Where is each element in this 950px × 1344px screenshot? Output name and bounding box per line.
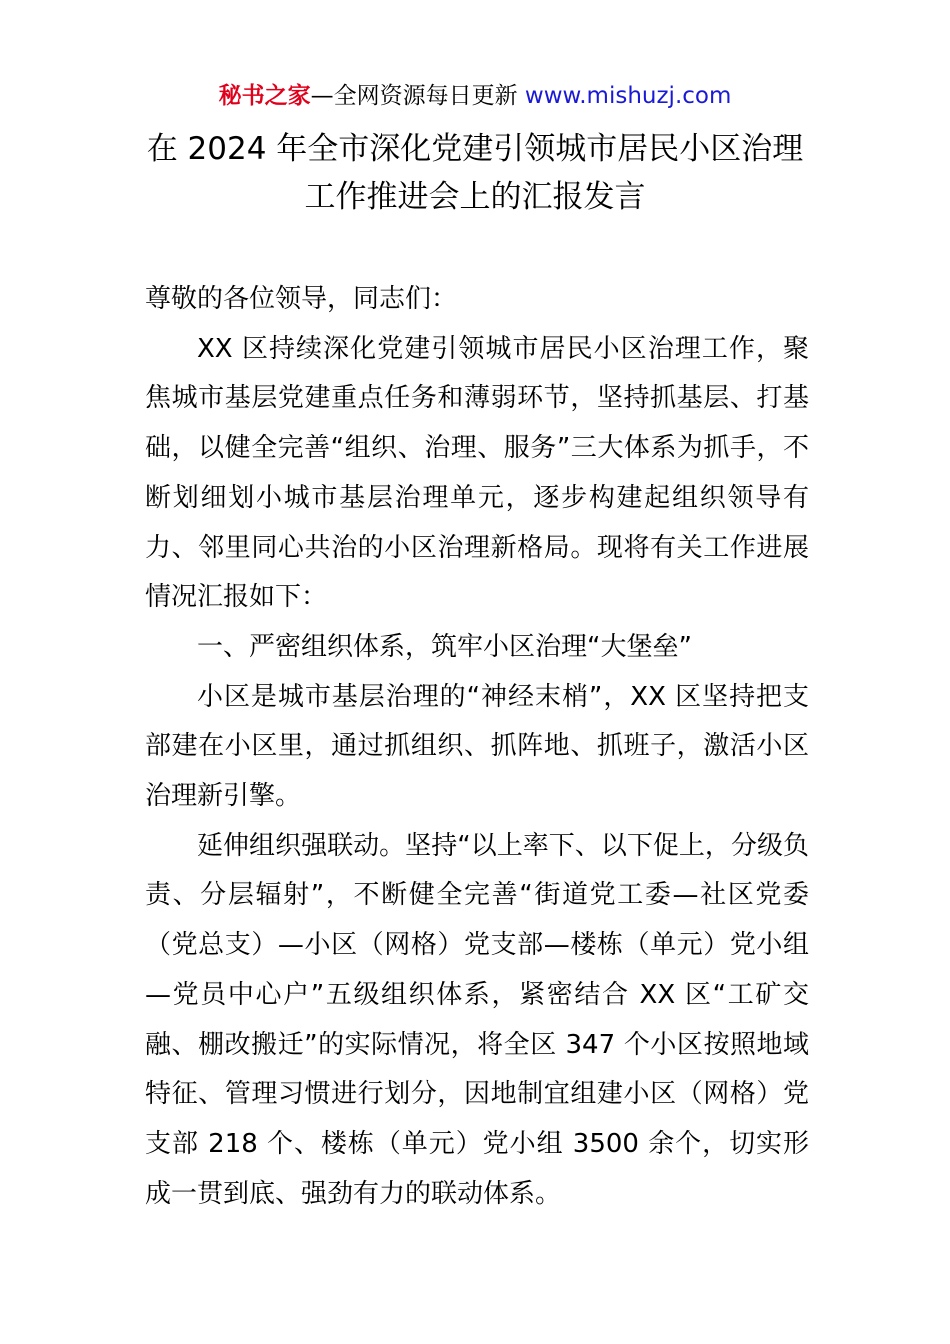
- section-heading-1: 一、严密组织体系，筑牢小区治理“大堡垒”: [197, 631, 692, 662]
- document-title: [0, 125, 950, 221]
- site-header: [0, 80, 950, 112]
- paragraph-intro: XX 区持续深化党建引领城市居民小区治理工作，聚焦城市基层党建重点任务和薄弱环节，坚持抓基层、打基础，以健全完善“组织、治理、服务”三大体系为抓手，不断划细划小城市基层治理单元，逐步构建起组织领导有力、邻里同心共治的小区治理新格局。现将有关工作进展情况汇报如下：: [145, 333, 809, 613]
- greeting: 尊敬的各位领导，同志们：: [145, 284, 458, 314]
- site-tagline: —全网资源每日更新: [310, 83, 525, 109]
- title-line-1: 在 2024 年全市深化党建引领城市居民小区治理: [146, 131, 804, 167]
- site-url-link[interactable]: www.mishuzj.com: [524, 83, 732, 109]
- site-brand: 秘书之家: [218, 83, 311, 109]
- document-body: [145, 275, 809, 1219]
- paragraph-organization: 延伸组织强联动。坚持“以上率下、以下促上，分级负责、分层辐射”，不断健全完善“街道党工委—社区党委（党总支）—小区（网格）党支部—楼栋（单元）党小组—党员中心户”五级组织体系，紧密结合 XX 区“工矿交融、棚改搬迁”的实际情况，将全区 347 个小区按照地域特征、管理习惯进行划分，因地制宜组建小区（网格）党支部 218 个、楼栋（单元）党小组 3500 余个，切实形成一贯到底、强劲有力的联动体系。: [145, 830, 809, 1209]
- title-line-2: 工作推进会上的汇报发言: [304, 179, 646, 215]
- paragraph-section-1: 小区是城市基层治理的“神经末梢”，XX 区坚持把支部建在小区里，通过抓组织、抓阵地、抓班子，激活小区治理新引擎。: [145, 681, 809, 812]
